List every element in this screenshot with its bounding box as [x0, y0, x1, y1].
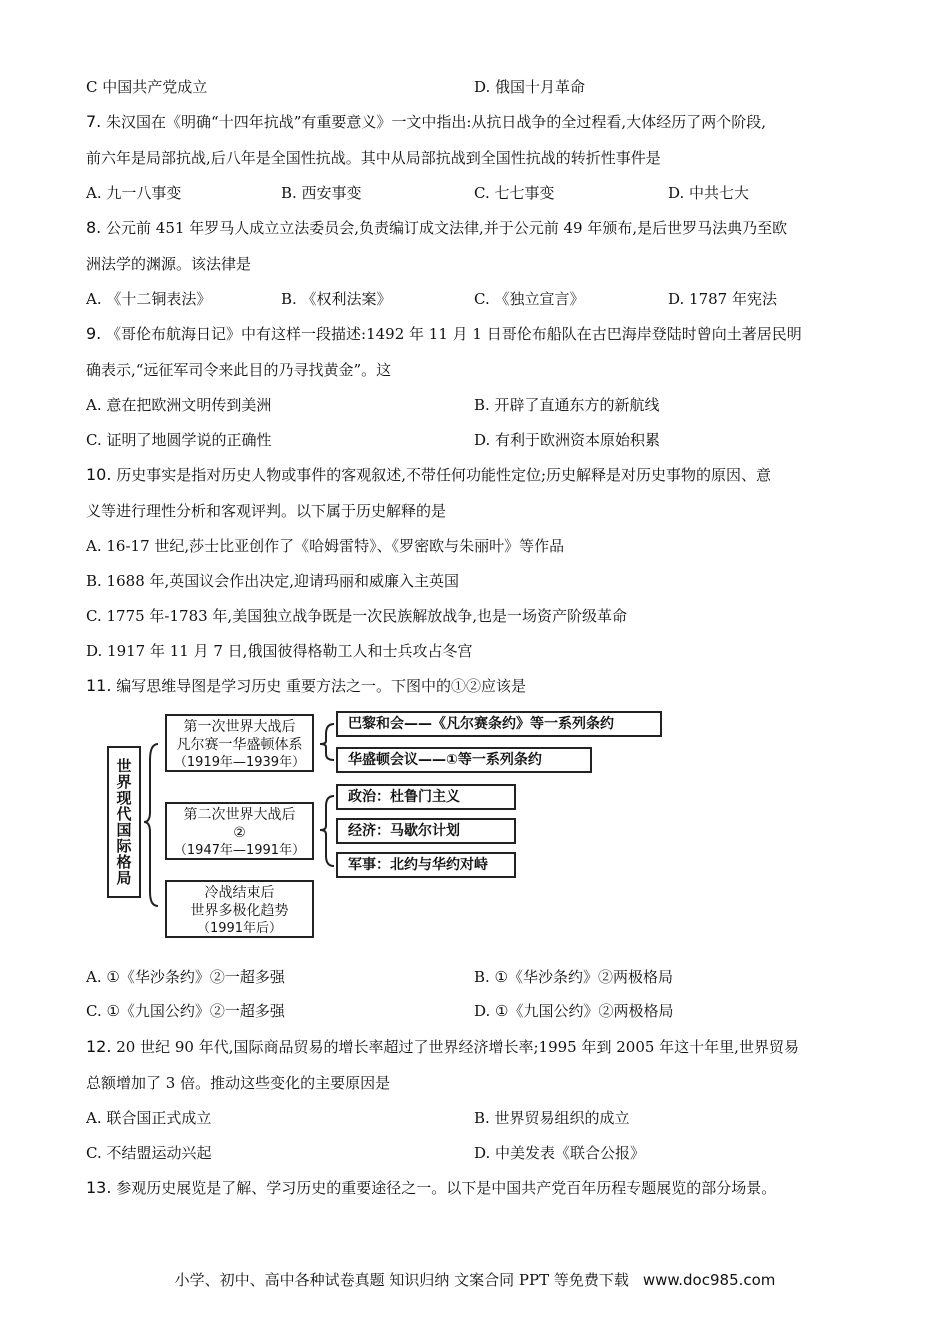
q8-option-a: A. 《十二铜表法》 — [86, 290, 212, 308]
box3-line3: （1991年后） — [196, 921, 283, 936]
q7-option-c: C. 七七事变 — [474, 184, 555, 202]
box1-sub-washington: 华盛顿会议——①等一系列条约 — [336, 747, 592, 773]
q9-option-a: A. 意在把欧洲文明传到美洲 — [86, 396, 272, 414]
box2-line1: 第二次世界大战后 — [183, 807, 296, 823]
q10-stem-line2: 义等进行理性分析和客观评判。以下属于历史解释的是 — [86, 502, 447, 520]
q10-option-d: D. 1917 年 11 月 7 日,俄国彼得格勒工人和士兵攻占冬宫 — [86, 642, 473, 660]
box1-sub-paris: 巴黎和会——《凡尔赛条约》等一系列条约 — [336, 711, 662, 737]
q10-option-c: C. 1775 年-1783 年,美国独立战争既是一次民族解放战争,也是一场资产阶级革命 — [86, 607, 627, 625]
q8-option-b: B. 《权利法案》 — [281, 290, 392, 308]
q11-text: 编写思维导图是学习历史 重要方法之一。下图中的①②应该是 — [111, 677, 526, 695]
footer-text: 小学、初中、高中各种试卷真题 知识归纳 文案合同 PPT 等免费下载 — [174, 1271, 629, 1289]
q11-option-a: A. ①《华沙条约》②一超多强 — [86, 968, 285, 986]
box2-sub-politics: 政治：杜鲁门主义 — [336, 784, 516, 810]
q10-number: 10. — [86, 465, 112, 484]
q12-option-b: B. 世界贸易组织的成立 — [474, 1109, 630, 1127]
q9-option-b: B. 开辟了直通东方的新航线 — [474, 396, 660, 414]
q11-option-d: D. ①《九国公约》②两极格局 — [474, 1002, 674, 1020]
q8-text: 公元前 451 年罗马人成立立法委员会,负责编订成文法律,并于公元前 49 年颁布,是后世罗马法典乃至欧 — [101, 219, 788, 237]
q9-number: 9. — [86, 324, 102, 343]
box3-line2: 世界多极化趋势 — [190, 903, 289, 919]
q12-number: 12. — [86, 1037, 112, 1056]
q8-number: 8. — [86, 218, 102, 237]
q12-option-d: D. 中美发表《联合公报》 — [474, 1144, 646, 1162]
q11-option-b: B. ①《华沙条约》②两极格局 — [474, 968, 674, 986]
box2-line2: ② — [233, 825, 246, 841]
box2-line3: （1947年—1991年） — [173, 843, 306, 858]
box-post-ww2 — [165, 802, 314, 860]
main-brace — [144, 744, 158, 906]
footer-url[interactable]: www.doc985.com — [642, 1271, 776, 1289]
q12-stem-line2: 总额增加了 3 倍。推动这些变化的主要原因是 — [86, 1074, 391, 1092]
q9-option-d: D. 有利于欧洲资本原始积累 — [474, 431, 661, 449]
box1-line1: 第一次世界大战后 — [183, 719, 296, 735]
box1-line3: （1919年—1939年） — [173, 755, 306, 770]
q9-stem-line2: 确表示,“远征军司令来此目的乃寻找黄金”。这 — [86, 361, 392, 379]
q12-text: 20 世纪 90 年代,国际商品贸易的增长率超过了世界经济增长率;1995 年到 2005 年这十年里,世界贸易 — [111, 1038, 799, 1056]
q10-text: 历史事实是指对历史人物或事件的客观叙述,不带任何功能性定位;历史解释是对历史事物的原因、意 — [111, 466, 772, 484]
q9-text: 《哥伦布航海日记》中有这样一段描述:1492 年 11 月 1 日哥伦布船队在古巴海岸登陆时曾向土著居民明 — [101, 325, 802, 343]
q7-option-d: D. 中共七大 — [668, 184, 750, 202]
diagram-title: 世界现代国际格局 — [107, 746, 141, 898]
q7-number: 7. — [86, 112, 102, 131]
q10-option-b: B. 1688 年,英国议会作出决定,迎请玛丽和威廉入主英国 — [86, 572, 460, 590]
box1-brace — [320, 724, 334, 760]
box-post-cold-war — [165, 880, 314, 938]
box3-line1: 冷战结束后 — [204, 885, 275, 901]
q11-option-c: C. ①《九国公约》②一超多强 — [86, 1002, 285, 1020]
q8-option-c: C. 《独立宣言》 — [474, 290, 585, 308]
q13-text: 参观历史展览是了解、学习历史的重要途径之一。以下是中国共产党百年历程专题展览的部分场景。 — [111, 1179, 777, 1197]
box-post-ww1 — [165, 714, 314, 772]
q12-stem-line1 — [86, 1037, 799, 1057]
q7-stem-line2: 前六年是局部抗战,后八年是全国性抗战。其中从局部抗战到全国性抗战的转折性事件是 — [86, 149, 661, 167]
q6-option-d: D. 俄国十月革命 — [474, 78, 586, 96]
page-footer — [0, 1269, 950, 1290]
q13-stem-line1 — [86, 1178, 776, 1198]
box2-brace — [320, 796, 334, 866]
q7-option-b: B. 西安事变 — [281, 184, 362, 202]
box2-sub-military: 军事：北约与华约对峙 — [336, 852, 516, 878]
q12-option-c: C. 不结盟运动兴起 — [86, 1144, 212, 1162]
q12-option-a: A. 联合国正式成立 — [86, 1109, 212, 1127]
q7-text: 朱汉国在《明确“十四年抗战”有重要意义》一文中指出:从抗日战争的全过程看,大体经历了两个阶段, — [101, 113, 766, 131]
q8-stem-line2: 洲法学的渊源。该法律是 — [86, 255, 252, 273]
box2-sub-economy: 经济：马歇尔计划 — [336, 818, 516, 844]
q8-option-d: D. 1787 年宪法 — [668, 290, 777, 308]
q10-option-a: A. 16-17 世纪,莎士比亚创作了《哈姆雷特》、《罗密欧与朱丽叶》等作品 — [86, 537, 565, 555]
q9-option-c: C. 证明了地圆学说的正确性 — [86, 431, 272, 449]
q7-option-a: A. 九一八事变 — [86, 184, 182, 202]
q11-number: 11. — [86, 676, 112, 695]
q6-option-c: C 中国共产党成立 — [86, 78, 208, 96]
q13-number: 13. — [86, 1178, 112, 1197]
box1-line2: 凡尔赛一华盛顿体系 — [176, 737, 303, 753]
